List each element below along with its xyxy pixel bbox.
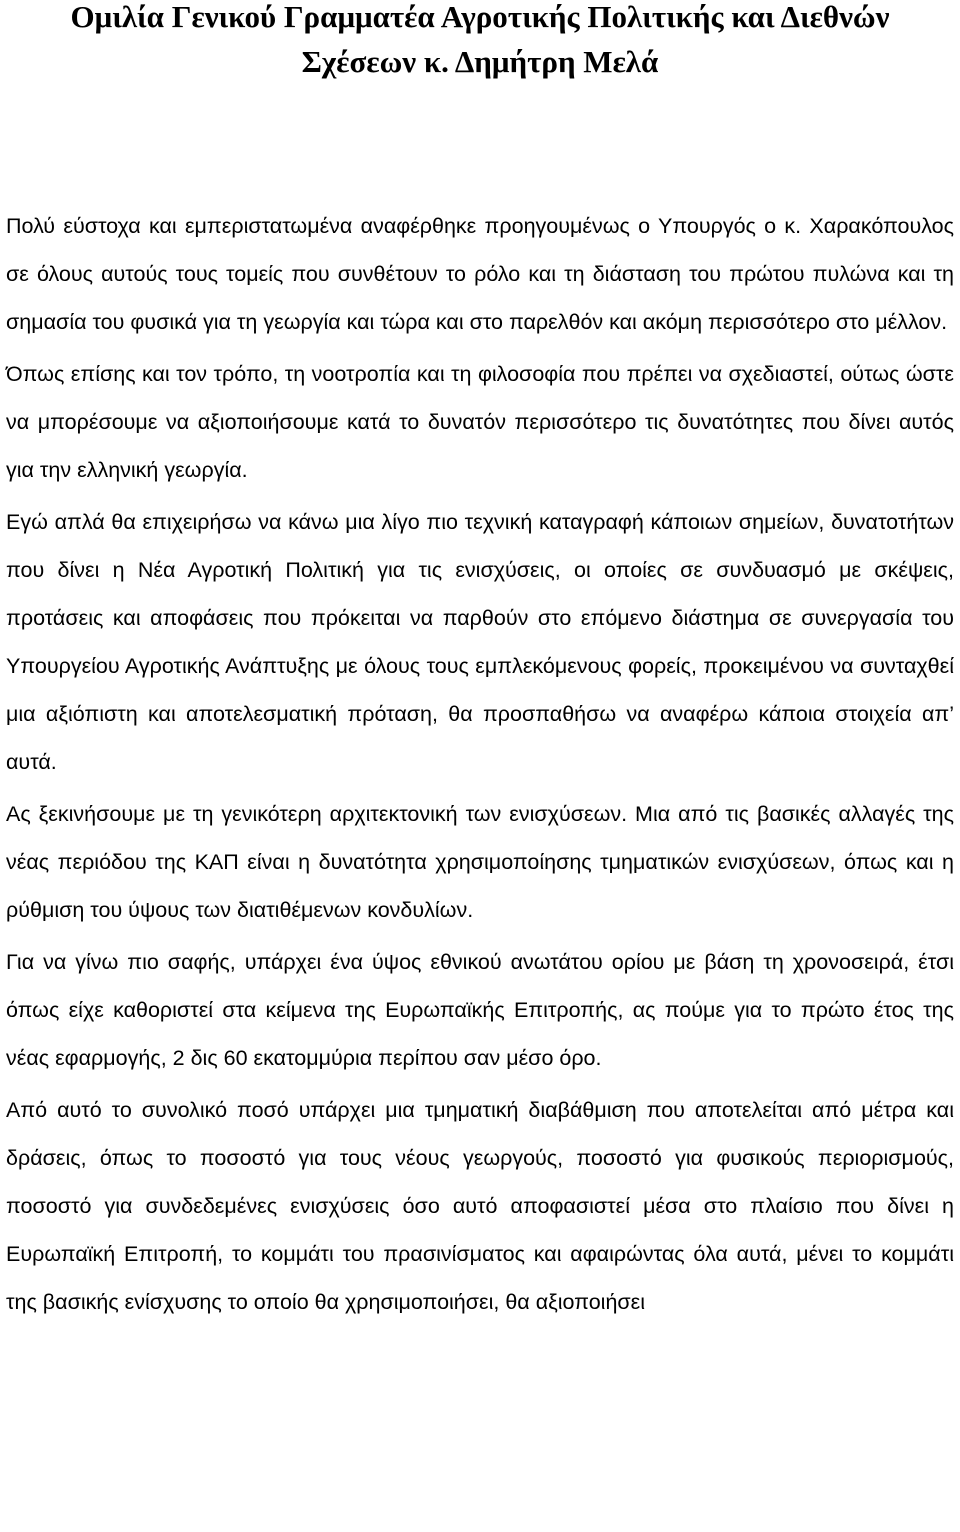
paragraph: Πολύ εύστοχα και εμπεριστατωμένα αναφέρθηκε προηγουμένως ο Υπουργός ο κ. Χαρακόπουλος σε όλους αυτούς τους τομείς που συνθέτουν το ρόλο και τη διάσταση του πρώτου πυλώνα και τη σημασία του φυσικά για τη γεωργία και τώρα και στο παρελθόν και ακόμη περισσότερο στο μέλλον. (6, 214, 954, 334)
paragraph: Όπως επίσης και τον τρόπο, τη νοοτροπία και τη φιλοσοφία που πρέπει να σχεδιαστεί, ούτως ώστε να μπορέσουμε να αξιοποιήσουμε κατά το δυνατόν περισσότερο τις δυνατότητες που δίνει αυτός για την ελληνική γεωργία. (6, 362, 954, 482)
paragraph: Από αυτό το συνολικό ποσό υπάρχει μια τμηματική διαβάθμιση που αποτελείται από μέτρα και δράσεις, όπως το ποσοστό για τους νέους γεωργούς, ποσοστό για φυσικούς περιορισμούς, ποσοστό για συνδεδεμένες ενισχύσεις όσο αυτό αποφασιστεί μέσα στο πλαίσιο που δίνει η Ευρωπαϊκή Επιτροπή, το κομμάτι του πρασινίσματος και αφαιρώντας όλα αυτά, μένει το κομμάτι της βασικής ενίσχυσης το οποίο θα χρησιμοποιήσει, θα αξιοποιήσει (6, 1098, 954, 1314)
paragraph: Για να γίνω πιο σαφής, υπάρχει ένα ύψος εθνικού ανωτάτου ορίου με βάση τη χρονοσειρά, έτσι όπως είχε καθοριστεί στα κείμενα της Ευρωπαϊκής Επιτροπής, ας πούμε για το πρώτο έτος της νέας εφαρμογής, 2 δις 60 εκατομμύρια περίπου σαν μέσο όρο. (6, 950, 954, 1070)
paragraph: Εγώ απλά θα επιχειρήσω να κάνω μια λίγο πιο τεχνική καταγραφή κάποιων σημείων, δυνατοτήτων που δίνει η Νέα Αγροτική Πολιτική για τις ενισχύσεις, οι οποίες σε συνδυασμό με σκέψεις, προτάσεις και αποφάσεις που πρόκειται να παρθούν στο επόμενο διάστημα σε συνεργασία του Υπουργείου Αγροτικής Ανάπτυξης με όλους τους εμπλεκόμενους φορείς, προκειμένου να συνταχθεί μια αξιόπιστη και αποτελεσματική πρόταση, θα προσπαθήσω να αναφέρω κάποια στοιχεία απ’ αυτά. (6, 510, 954, 774)
document-title: Ομιλία Γενικού Γραμματέα Αγροτικής Πολιτικής και Διεθνών Σχέσεων κ. Δημήτρη Μελά (70, 0, 890, 79)
document-body (6, 202, 954, 1326)
paragraph: Ας ξεκινήσουμε με τη γενικότερη αρχιτεκτονική των ενισχύσεων. Μια από τις βασικές αλλαγές της νέας περιόδου της ΚΑΠ είναι η δυνατότητα χρησιμοποίησης τμηματικών ενισχύσεων, όπως και η ρύθμιση του ύψους των διατιθέμενων κονδυλίων. (6, 802, 954, 922)
